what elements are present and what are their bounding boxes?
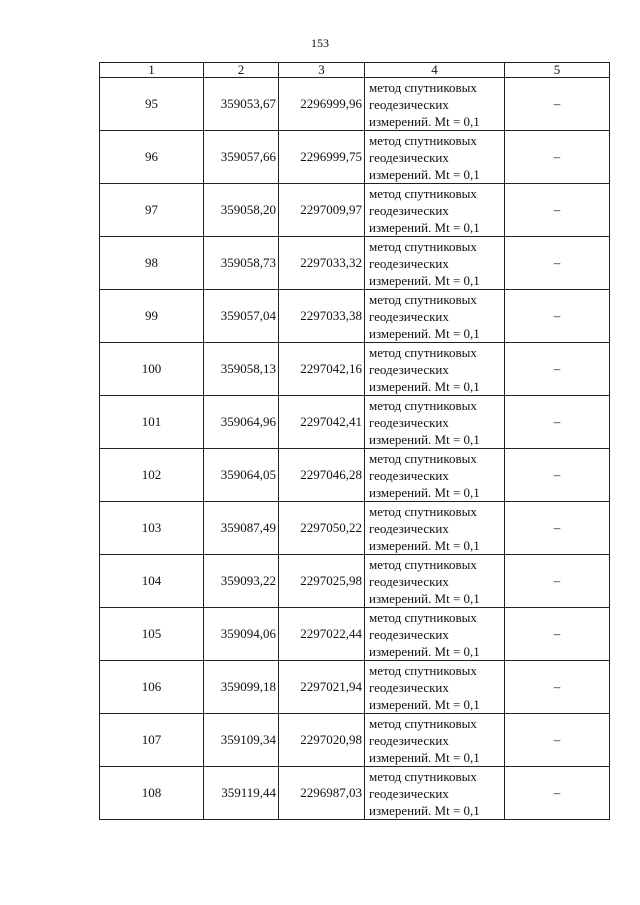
- cell-point: 101: [100, 396, 204, 449]
- column-header-point: 1: [100, 63, 204, 78]
- column-header-method: 4: [365, 63, 505, 78]
- cell-point: 103: [100, 502, 204, 555]
- table-row: [100, 343, 610, 396]
- method-text: метод спутниковых геодезических измерений. Mt = 0,1: [369, 450, 480, 500]
- cell-description: –: [505, 131, 610, 184]
- cell-y: 2297021,94: [279, 661, 365, 714]
- table-row: [100, 555, 610, 608]
- table-row: [100, 714, 610, 767]
- column-header-x: 2: [204, 63, 279, 78]
- cell-y: 2296987,03: [279, 767, 365, 820]
- cell-y: 2297025,98: [279, 555, 365, 608]
- cell-description: –: [505, 237, 610, 290]
- cell-x: 359057,66: [204, 131, 279, 184]
- cell-method: [365, 502, 505, 555]
- cell-description: –: [505, 767, 610, 820]
- header-row: [100, 63, 610, 78]
- method-text: метод спутниковых геодезических измерений. Mt = 0,1: [369, 344, 480, 394]
- table-row: [100, 131, 610, 184]
- table-row: [100, 184, 610, 237]
- cell-x: 359099,18: [204, 661, 279, 714]
- cell-method: [365, 449, 505, 502]
- cell-y: 2296999,75: [279, 131, 365, 184]
- cell-description: –: [505, 449, 610, 502]
- cell-point: 105: [100, 608, 204, 661]
- cell-point: 98: [100, 237, 204, 290]
- cell-method: [365, 184, 505, 237]
- cell-x: 359109,34: [204, 714, 279, 767]
- cell-description: –: [505, 661, 610, 714]
- cell-y: 2296999,96: [279, 78, 365, 131]
- cell-x: 359064,05: [204, 449, 279, 502]
- table-row: [100, 449, 610, 502]
- cell-method: [365, 237, 505, 290]
- cell-description: –: [505, 502, 610, 555]
- cell-method: [365, 78, 505, 131]
- cell-description: –: [505, 714, 610, 767]
- cell-y: 2297033,38: [279, 290, 365, 343]
- cell-x: 359119,44: [204, 767, 279, 820]
- method-text: метод спутниковых геодезических измерений. Mt = 0,1: [369, 238, 480, 288]
- cell-description: –: [505, 396, 610, 449]
- cell-point: 99: [100, 290, 204, 343]
- cell-point: 106: [100, 661, 204, 714]
- cell-point: 107: [100, 714, 204, 767]
- coordinates-table: [99, 62, 610, 820]
- method-text: метод спутниковых геодезических измерений. Mt = 0,1: [369, 503, 480, 553]
- column-header-description: 5: [505, 63, 610, 78]
- table-row: [100, 396, 610, 449]
- column-header-y: 3: [279, 63, 365, 78]
- method-text: метод спутниковых геодезических измерений. Mt = 0,1: [369, 132, 480, 182]
- cell-method: [365, 343, 505, 396]
- method-text: метод спутниковых геодезических измерений. Mt = 0,1: [369, 609, 480, 659]
- cell-method: [365, 290, 505, 343]
- table-row: [100, 608, 610, 661]
- cell-y: 2297042,41: [279, 396, 365, 449]
- cell-description: –: [505, 608, 610, 661]
- cell-y: 2297020,98: [279, 714, 365, 767]
- cell-method: [365, 131, 505, 184]
- table-row: [100, 290, 610, 343]
- cell-description: –: [505, 343, 610, 396]
- cell-x: 359053,67: [204, 78, 279, 131]
- cell-point: 102: [100, 449, 204, 502]
- table-row: [100, 502, 610, 555]
- method-text: метод спутниковых геодезических измерений. Mt = 0,1: [369, 768, 480, 818]
- table-row: [100, 661, 610, 714]
- table-header: [100, 63, 610, 78]
- cell-x: 359058,20: [204, 184, 279, 237]
- method-text: метод спутниковых геодезических измерений. Mt = 0,1: [369, 397, 480, 447]
- table-row: [100, 767, 610, 820]
- method-text: метод спутниковых геодезических измерений. Mt = 0,1: [369, 291, 480, 341]
- cell-x: 359087,49: [204, 502, 279, 555]
- table-row: [100, 78, 610, 131]
- method-text: метод спутниковых геодезических измерений. Mt = 0,1: [369, 79, 480, 129]
- method-text: метод спутниковых геодезических измерений. Mt = 0,1: [369, 185, 480, 235]
- method-text: метод спутниковых геодезических измерений. Mt = 0,1: [369, 556, 480, 606]
- cell-method: [365, 767, 505, 820]
- cell-y: 2297009,97: [279, 184, 365, 237]
- cell-point: 95: [100, 78, 204, 131]
- table-row: [100, 237, 610, 290]
- cell-y: 2297042,16: [279, 343, 365, 396]
- cell-point: 96: [100, 131, 204, 184]
- cell-method: [365, 608, 505, 661]
- cell-description: –: [505, 290, 610, 343]
- cell-point: 104: [100, 555, 204, 608]
- table-body: [100, 78, 610, 820]
- cell-description: –: [505, 78, 610, 131]
- cell-x: 359058,13: [204, 343, 279, 396]
- cell-method: [365, 396, 505, 449]
- cell-y: 2297022,44: [279, 608, 365, 661]
- cell-method: [365, 661, 505, 714]
- cell-y: 2297050,22: [279, 502, 365, 555]
- cell-y: 2297046,28: [279, 449, 365, 502]
- cell-x: 359093,22: [204, 555, 279, 608]
- method-text: метод спутниковых геодезических измерений. Mt = 0,1: [369, 662, 480, 712]
- cell-y: 2297033,32: [279, 237, 365, 290]
- cell-point: 108: [100, 767, 204, 820]
- method-text: метод спутниковых геодезических измерений. Mt = 0,1: [369, 715, 480, 765]
- cell-x: 359064,96: [204, 396, 279, 449]
- cell-point: 97: [100, 184, 204, 237]
- cell-method: [365, 555, 505, 608]
- cell-method: [365, 714, 505, 767]
- cell-description: –: [505, 184, 610, 237]
- cell-x: 359058,73: [204, 237, 279, 290]
- cell-x: 359057,04: [204, 290, 279, 343]
- page-number: 153: [311, 36, 329, 50]
- cell-x: 359094,06: [204, 608, 279, 661]
- cell-point: 100: [100, 343, 204, 396]
- cell-description: –: [505, 555, 610, 608]
